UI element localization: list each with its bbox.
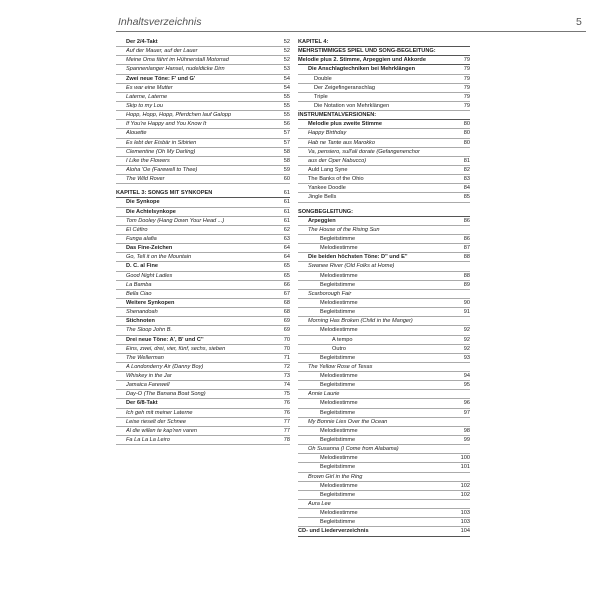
toc-entry [298,500,470,509]
toc-entry-page: 52 [283,39,290,45]
toc-entry-title: Stichnoten [126,318,155,325]
toc-entry [116,281,290,290]
toc-entry-page: 72 [283,363,290,370]
toc-entry-title: Melodie plus 2. Stimme, Arpeggien und Akkorde [298,57,426,64]
toc-entry [298,262,470,271]
toc-entry [298,139,470,148]
toc-entry [116,84,290,93]
toc-entry-title: Ich geh mit meiner Laterne [126,409,193,416]
toc-entry-page: 91 [463,309,470,316]
toc-entry [116,102,290,111]
toc-entry [116,436,290,445]
toc-entry-page: 83 [463,176,470,183]
toc-entry-title: Clementine (Oh My Darling) [126,148,196,155]
toc-entry-title: D. C. al Fine [126,263,159,270]
toc-entry-page: 79 [463,102,470,109]
toc-entry [298,363,470,372]
toc-entry [298,56,470,65]
toc-entry-page: 102 [460,491,470,498]
toc-entry-title: Melodiestimme [320,272,358,279]
toc-entry [116,272,290,281]
toc-entry-page: 60 [283,176,290,183]
toc-entry-title: I Like the Flowers [126,157,170,164]
toc-entry [298,102,470,111]
toc-entry-page: 95 [463,382,470,389]
toc-entry [298,157,470,166]
toc-entry-title: La Bamba [126,281,152,288]
toc-entry [116,345,290,354]
toc-entry-title: Scarborough Fair [308,290,352,297]
toc-entry [116,235,290,244]
toc-entry-title: Der 6/8-Takt [126,400,158,407]
toc-entry [298,184,470,193]
toc-entry-page: 56 [283,121,290,128]
toc-entry [298,427,470,436]
toc-entry-title: Melodiestimme [320,455,358,462]
toc-entry-page: 77 [283,418,290,425]
toc-entry [298,244,470,253]
toc-entry [116,189,290,198]
toc-entry-title: Good Night Ladies [126,272,173,279]
toc-entry-title: Fa La La La Leiro [126,437,170,444]
toc-entry [298,290,470,299]
toc-entry-page: 93 [463,354,470,361]
toc-entry-rule [116,444,290,445]
toc-entry-page: 102 [460,482,470,489]
toc-entry-page: 55 [283,112,290,119]
toc-entry [116,120,290,129]
toc-entry-rule [116,183,290,184]
toc-entry-title: A tempo [332,336,353,343]
toc-entry-page: 57 [283,139,290,146]
toc-entry-title: Melodiestimme [320,510,358,517]
toc-entry-title: A Londonderry Air (Danny Boy) [126,363,204,370]
toc-entry-title: My Bonnie Lies Over the Ocean [308,418,388,425]
toc-entry [298,47,470,56]
toc-entry-page: 96 [463,400,470,407]
toc-entry [116,372,290,381]
toc-entry [116,409,290,418]
toc-entry-page: 103 [460,510,470,517]
toc-entry-page: 97 [463,409,470,416]
toc-entry-page: 89 [463,281,470,288]
toc-entry [298,226,470,235]
toc-entry-title: Morning Has Broken (Child in the Manger) [308,318,413,325]
toc-entry-page: 84 [463,185,470,192]
toc-entry [298,111,470,120]
toc-entry-title: Alouette [126,130,147,137]
toc-entry-title: Annie Laurie [308,391,340,398]
toc-entry-title: SONGBEGLEITUNG: [298,208,354,215]
toc-entry-page: 63 [283,235,290,242]
toc-entry-title: Brown Girl in the Ring [308,473,363,480]
toc-entry [116,93,290,102]
toc-right-column [298,38,470,537]
toc-entry-title: The House of the Rising Sun [308,226,380,233]
toc-entry [116,56,290,65]
toc-entry [298,463,470,472]
toc-entry-rule [298,536,470,537]
toc-entry-page: 103 [460,519,470,526]
toc-entry [298,372,470,381]
toc-entry-page: 76 [283,400,290,407]
toc-entry [298,272,470,281]
toc-entry-page: 61 [283,199,290,206]
page-header-title: Inhaltsverzeichnis [118,16,202,28]
toc-entry-page: 79 [463,84,470,91]
toc-entry-page: 98 [463,427,470,434]
toc-entry [116,299,290,308]
toc-entry [116,290,290,299]
toc-entry [116,354,290,363]
toc-entry [298,473,470,482]
page-number: 5 [576,16,582,28]
toc-entry [116,38,290,47]
toc-entry-title: Auld Lang Syne [308,166,348,173]
toc-entry-title: KAPITEL 3: SONGS MIT SYNKOPEN [116,190,213,197]
toc-entry-title: The Yellow Rose of Texas [308,363,373,370]
toc-entry [298,299,470,308]
toc-entry-title: Begleitstimme [320,409,356,416]
toc-entry-page: 80 [463,121,470,128]
toc-entry-title: MEHRSTIMMIGES SPIEL UND SONG-BEGLEITUNG: [298,48,436,55]
toc-entry-rule [298,202,470,203]
toc-entry [116,75,290,84]
toc-entry-title: Shenandoah [126,309,158,316]
toc-entry-page: 104 [460,528,470,535]
toc-entry-title: Jingle Bells [308,194,337,201]
toc-entry-page: 79 [463,93,470,100]
toc-entry-page: 92 [463,327,470,334]
toc-entry-page: 80 [463,139,470,146]
toc-entry [116,65,290,74]
toc-entry-title: Begleitstimme [320,491,356,498]
toc-entry-title: Melodiestimme [320,400,358,407]
toc-entry-page: 58 [283,157,290,164]
toc-entry [298,345,470,354]
toc-entry [116,111,290,120]
toc-entry-title: Begleitstimme [320,354,356,361]
toc-entry-title: Es war eine Mutter [126,84,173,91]
toc-entry-title: Weitere Synkopen [126,299,175,306]
toc-entry-page: 92 [463,336,470,343]
toc-entry-page: 78 [283,437,290,444]
toc-entry-title: Meine Oma fährt im Hühnerstall Motorrad [126,57,229,64]
toc-entry-title: The Banks of the Ohio [308,176,364,183]
toc-entry-title: Die Synkope [126,199,160,206]
toc-entry-title: The Wellerman [126,354,164,361]
toc-entry-page: 86 [463,217,470,224]
toc-entry-page: 69 [283,318,290,325]
toc-entry-title: Auf der Mauer, auf der Lauer [126,48,198,55]
toc-entry [298,317,470,326]
toc-entry-page: 79 [463,57,470,64]
toc-entry-title: Melodiestimme [320,327,358,334]
toc-entry [298,148,470,157]
toc-entry [298,235,470,244]
toc-entry-title: Hopp, Hopp, Hopp, Pferdchen lauf Galopp [126,112,232,119]
toc-entry-title: INSTRUMENTALVERSIONEN: [298,112,377,119]
toc-entry [298,354,470,363]
toc-entry [298,527,470,536]
toc-entry-title: Al die willen te kap'ren varen [126,427,198,434]
toc-entry [298,454,470,463]
toc-entry-title: Die Achtelsynkope [126,208,176,215]
toc-entry-title: Der Zeigefingeranschlag [314,84,375,91]
toc-entry-page: 52 [283,57,290,64]
toc-entry-page: 101 [460,464,470,471]
toc-entry [116,208,290,217]
toc-entry-page: 59 [283,166,290,173]
toc-entry-page: 55 [283,93,290,100]
toc-entry-page: 68 [283,309,290,316]
toc-entry-page: 64 [283,254,290,261]
toc-entry-title: Die Notation von Mehrklängen [314,102,390,109]
toc-entry-title: Melodiestimme [320,299,358,306]
toc-entry [298,38,470,47]
toc-entry-page: 77 [283,427,290,434]
toc-entry [116,148,290,157]
toc-entry-title: Melodiestimme [320,373,358,380]
toc-entry-page: 88 [463,254,470,261]
toc-entry [298,175,470,184]
toc-entry-title: Happy Birthday [308,130,347,137]
toc-entry-title: Begleitstimme [320,519,356,526]
toc-entry-title: CD- und Liederverzeichnis [298,528,369,535]
toc-entry-page: 57 [283,130,290,137]
toc-entry-page: 99 [463,437,470,444]
toc-entry-page: 61 [283,217,290,224]
toc-entry-page: 71 [283,354,290,361]
toc-entry [116,326,290,335]
toc-entry [116,390,290,399]
toc-entry-page: 100 [460,455,470,462]
toc-entry-title: Aura Lee [308,501,331,508]
toc-entry [116,198,290,207]
toc-entry-page: 54 [283,84,290,91]
toc-entry [298,518,470,527]
toc-entry [116,317,290,326]
toc-entry-page: 58 [283,148,290,155]
toc-entry-page: 53 [283,66,290,73]
toc-entry [298,93,470,102]
toc-entry [116,381,290,390]
toc-left-column [116,38,290,445]
toc-entry-page: 65 [283,263,290,270]
toc-entry-page: 70 [283,336,290,343]
toc-entry-page: 74 [283,382,290,389]
toc-entry [116,418,290,427]
toc-entry [298,84,470,93]
toc-entry-title: Go, Tell it on the Mountain [126,254,192,261]
toc-entry-page: 67 [283,290,290,297]
toc-entry-title: Melodiestimme [320,245,358,252]
toc-entry-page: 73 [283,373,290,380]
toc-entry-title: Begleitstimme [320,437,356,444]
toc-entry-page: 54 [283,75,290,82]
toc-entry-title: Triple [314,93,328,100]
toc-entry [298,399,470,408]
toc-entry-page: 87 [463,245,470,252]
toc-entry-title: If You're Happy and You Know It [126,121,207,128]
toc-entry-title: Arpeggien [308,217,336,224]
toc-entry [116,336,290,345]
toc-entry-title: El Céfiro [126,226,148,233]
toc-entry-page: 70 [283,345,290,352]
toc-entry-page: 55 [283,102,290,109]
toc-entry-title: Es lebt der Eisbär in Sibirien [126,139,197,146]
toc-entry [298,129,470,138]
toc-entry-title: Swanee River (Old Folks at Home) [308,263,395,270]
toc-entry-title: Va, pensiero, sull'ali dorate (Gefangenenchor [308,148,420,155]
toc-entry [116,363,290,372]
toc-entry [298,120,470,129]
toc-entry-title: Eins, zwei, drei, vier, fünf, sechs, sieben [126,345,226,352]
toc-entry [116,175,290,184]
toc-entry [298,281,470,290]
toc-entry [116,253,290,262]
toc-entry-title: Hab ne Tante aus Marokko [308,139,375,146]
toc-entry [116,217,290,226]
toc-entry-page: 88 [463,272,470,279]
toc-entry-title: Tom Dooley (Hang Down Your Head ...) [126,217,225,224]
toc-entry-page: 61 [283,208,290,215]
toc-entry-page: 64 [283,245,290,252]
toc-entry-page: 79 [463,75,470,82]
toc-entry-title: Aloha 'Oe (Farewell to Thee) [126,166,198,173]
toc-entry-title: Der 2/4-Takt [126,39,158,45]
toc-entry [116,166,290,175]
toc-entry-page: 61 [283,190,290,197]
toc-entry-page: 52 [283,48,290,55]
toc-entry [116,129,290,138]
toc-entry-title: Melodiestimme [320,427,358,434]
toc-entry-title: The Wild Rover [126,176,165,183]
toc-entry [298,418,470,427]
toc-entry-page: 92 [463,345,470,352]
toc-entry-title: Die Anschlagtechniken bei Mehrklängen [308,66,416,73]
toc-entry [116,139,290,148]
header-divider [116,31,586,32]
toc-entry-title: Funga alafia [126,235,157,242]
toc-entry-page: 90 [463,299,470,306]
toc-entry [116,157,290,166]
toc-entry-title: Begleitstimme [320,464,356,471]
toc-entry-page: 82 [463,166,470,173]
toc-entry-title: Outro [332,345,346,352]
toc-entry [116,427,290,436]
toc-entry [116,308,290,317]
toc-entry-title: Skip to my Lou [126,102,163,109]
toc-entry-title: Begleitstimme [320,281,356,288]
toc-entry [298,491,470,500]
toc-entry-page: 81 [463,157,470,164]
toc-entry-title: Leise rieselt der Schnee [126,418,187,425]
toc-entry [298,509,470,518]
toc-entry [116,47,290,56]
toc-entry [298,326,470,335]
toc-entry-title: Yankee Doodle [308,185,346,192]
toc-entry-title: Begleitstimme [320,309,356,316]
toc-entry-page: 80 [463,130,470,137]
toc-entry [298,482,470,491]
toc-entry-title: Jamaica Farewell [126,382,170,389]
toc-entry [116,244,290,253]
toc-entry [298,253,470,262]
toc-entry-page: 62 [283,226,290,233]
toc-entry [298,65,470,74]
toc-entry [298,308,470,317]
toc-entry-title: aus der Oper Nabucco) [308,157,367,164]
toc-entry-page: 79 [463,66,470,73]
toc-entry-title: Begleitstimme [320,382,356,389]
toc-entry-title: Day-O (The Banana Boat Song) [126,391,206,398]
toc-entry [298,75,470,84]
toc-entry-title: The Sloop John B. [126,327,173,334]
toc-entry [298,390,470,399]
toc-entry [298,336,470,345]
toc-entry [298,166,470,175]
toc-entry [298,436,470,445]
toc-entry [298,381,470,390]
toc-entry-title: Begleitstimme [320,235,356,242]
toc-entry [116,226,290,235]
toc-entry-title: Oh Susanna (I Come from Alabama) [308,446,399,453]
toc-entry-title: Die beiden höchsten Töne: D'' und E'' [308,254,408,261]
toc-entry [298,193,470,202]
toc-entry-page: 69 [283,327,290,334]
toc-entry-title: KAPITEL 4: [298,39,329,45]
toc-entry-page: 65 [283,272,290,279]
toc-entry-page: 68 [283,299,290,306]
toc-entry-title: Melodiestimme [320,482,358,489]
toc-entry-title: Melodie plus zweite Stimme [308,121,382,128]
toc-entry-page: 86 [463,235,470,242]
toc-entry-page: 94 [463,373,470,380]
toc-entry-title: Das Fine-Zeichen [126,245,173,252]
toc-entry [298,217,470,226]
toc-entry-page: 66 [283,281,290,288]
toc-entry-title: Double [314,75,332,82]
toc-entry-page: 85 [463,194,470,201]
toc-entry-title: Spannenlanger Hansel, nudeldicke Dirn [126,66,225,73]
toc-entry [298,445,470,454]
toc-entry [116,399,290,408]
toc-entry-title: Bella Ciao [126,290,152,297]
toc-entry-page: 76 [283,409,290,416]
toc-entry-title: Laterne, Laterne [126,93,168,100]
toc-entry [298,208,470,217]
toc-entry-title: Whiskey in the Jar [126,373,172,380]
toc-entry [298,409,470,418]
toc-entry-title: Drei neue Töne: A', B' und C'' [126,336,204,343]
toc-entry-title: Zwei neue Töne: F' und G' [126,75,196,82]
toc-entry-page: 75 [283,391,290,398]
toc-entry [116,262,290,271]
